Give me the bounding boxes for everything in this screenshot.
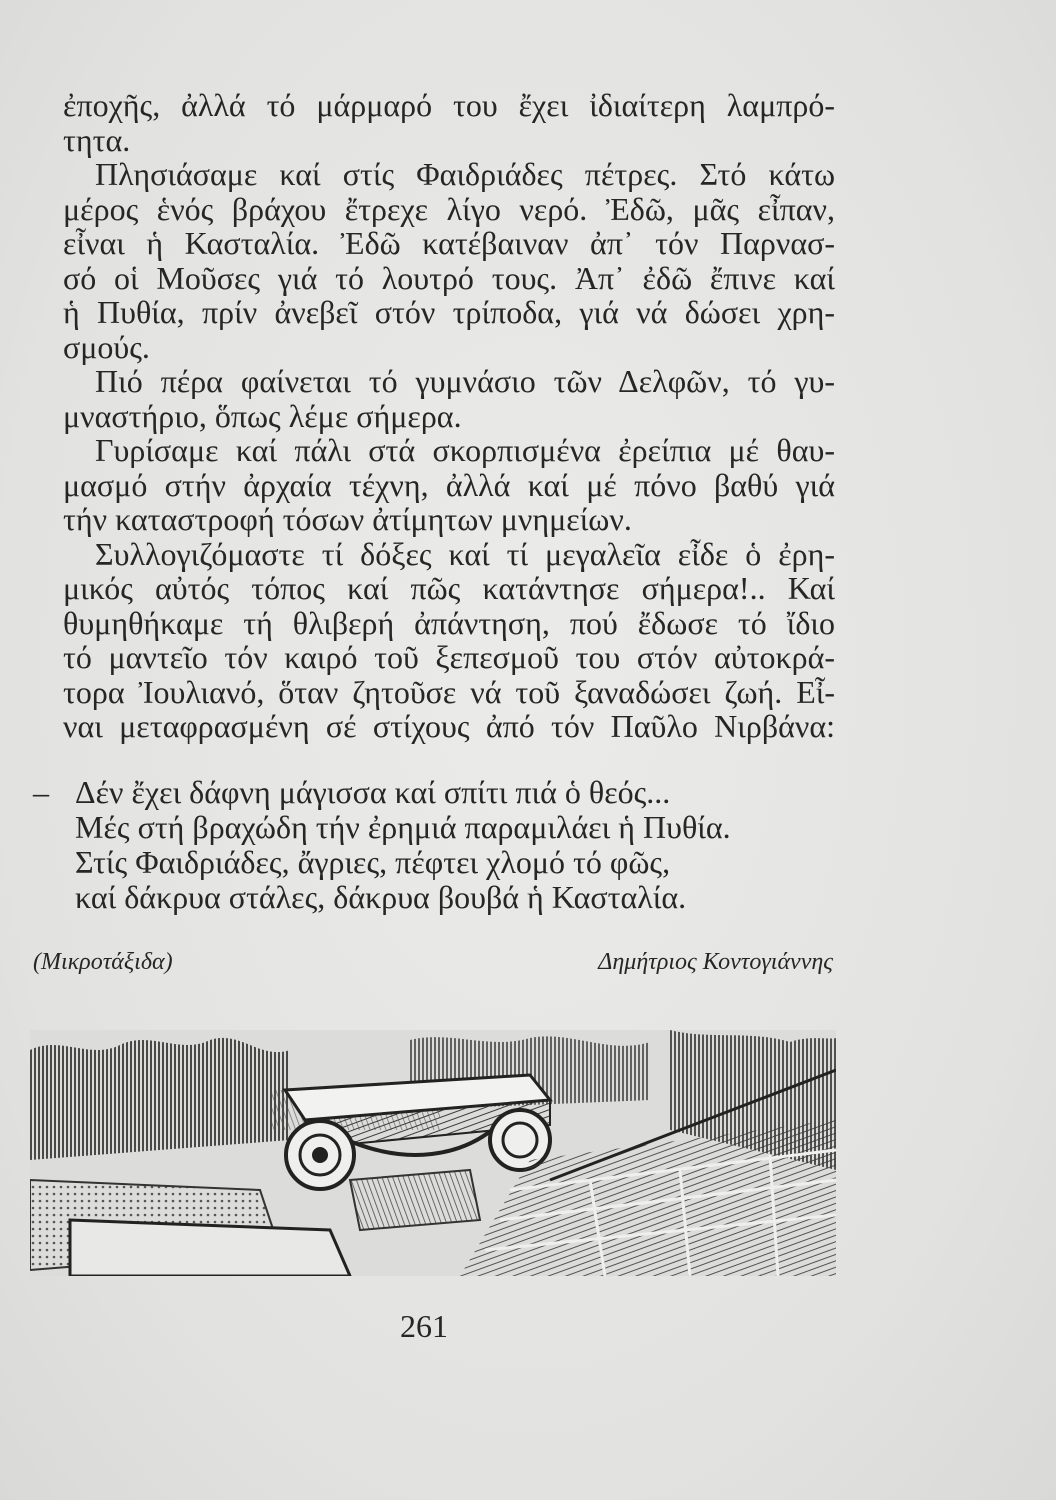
poem-dash: – <box>33 774 49 810</box>
body-line: μναστήριο, ὅπως λέμε σήμερα. <box>63 397 462 434</box>
body-line: σό οἱ Μοῦσες γιά τό λουτρό τους. Ἀπ᾿ ἐδῶ ἔπινε καί <box>63 259 835 296</box>
poem-line: Μές στή βραχώδη τήν ἐρημιά παραμιλάει ἡ Πυθία. <box>75 809 731 845</box>
source-author: Δημήτριος Κοντογιάννης <box>598 949 833 975</box>
body-line: ναι μεταφρασμένη σέ στίχους ἀπό τόν Παῦλο Νιρβάνα: <box>63 708 835 744</box>
body-line: σμούς. <box>63 328 150 365</box>
source-book-title: (Μικροτάξιδα) <box>33 949 173 975</box>
body-line: Γυρίσαμε καί πάλι στά σκορπισμένα ἐρείπια μέ θαυ- <box>95 432 835 468</box>
body-line: τήν καταστροφή τόσων ἀτίμητων μνημείων. <box>63 501 632 537</box>
poem-block <box>33 775 833 915</box>
body-line: μικός αὐτός τόπος καί πῶς κατάντησε σήμερα!.. Καί <box>63 570 835 606</box>
page-number: 261 <box>400 1308 448 1344</box>
body-line: τό μαντεῖο τόν καιρό τοῦ ξεπεσμοῦ του στόν αὐτοκρά- <box>63 639 835 675</box>
body-line: Πλησιάσαμε καί στίς Φαιδριάδες πέτρες. Στό κάτω <box>95 156 835 192</box>
body-line: ἡ Πυθία, πρίν ἀνεβεῖ στόν τρίποδα, γιά νά δώσει χρη- <box>63 294 835 330</box>
body-line: θυμηθήκαμε τή θλιβερή ἀπάντηση, πού ἔδωσε τό ἴδιο <box>63 604 835 641</box>
poem-line: καί δάκρυα στάλες, δάκρυα βουβά ἡ Κασταλία. <box>75 879 687 915</box>
body-line: εἶναι ἡ Κασταλία. Ἐδῶ κατέβαιναν ἀπ᾿ τόν Παρνασ- <box>63 225 835 261</box>
poem-line: – Δέν ἔχει δάφνη μάγισσα καί σπίτι πιά ὁ θεός... <box>33 774 671 810</box>
body-line: ἐποχῆς, ἀλλά τό μάρμαρό του ἔχει ἰδιαίτερη λαμπρό- <box>63 87 835 123</box>
body-line: τητα. <box>63 121 131 158</box>
ruins-illustration <box>30 1030 836 1276</box>
source-attribution <box>33 947 833 977</box>
poem-line: Στίς Φαιδριάδες, ἄγριες, πέφτει χλομό τό φῶς, <box>75 844 671 880</box>
body-line: μασμό στήν ἀρχαία τέχνη, ἀλλά καί μέ πόνο βαθύ γιά <box>63 466 835 503</box>
body-line: Συλλογιζόμαστε τί δόξες καί τί μεγαλεῖα εἶδε ὁ ἐρη- <box>95 535 835 572</box>
body-line: Πιό πέρα φαίνεται τό γυμνάσιο τῶν Δελφῶν, τό γυ- <box>95 363 835 399</box>
body-line: τορα Ἰουλιανό, ὅταν ζητοῦσε νά τοῦ ξαναδώσει ζωή. Εἶ- <box>63 673 835 710</box>
body-text <box>63 88 835 744</box>
body-line: μέρος ἑνός βράχου ἔτρεχε λίγο νερό. Ἐδῶ, μᾶς εἶπαν, <box>63 190 835 227</box>
